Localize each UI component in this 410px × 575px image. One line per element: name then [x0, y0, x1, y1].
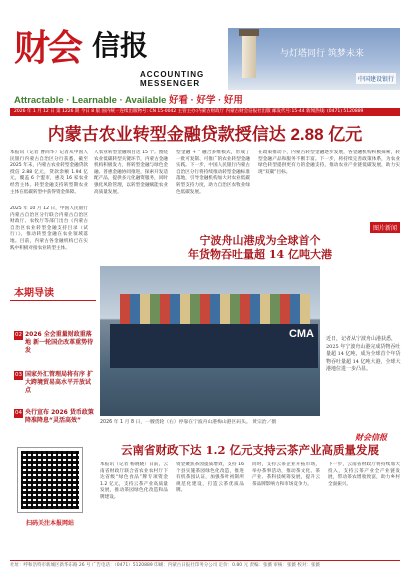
photo-news-tag: 图片新闻	[370, 222, 400, 233]
main-article-col1: 本报讯（记者 曹尚华）记者从中国人民银行内蒙古自治区分行获悉，截至 2025 年末，内蒙古农业转型金融贷款授信 2.88 亿元，贷款余额 1.94 亿元，覆盖 6 个盟市，惠及 16 家农业经营主体。转型金融支持转型期农业主体在低碳转型中获得资金保障。	[10, 150, 88, 195]
guide-box	[10, 300, 96, 440]
guide-item-text: 央行宣布 2026 货币政策 降准降息“灵活高效”	[25, 409, 94, 424]
main-article-col5: 在政策推动下，内蒙古转型金融逐步发展，各金融机构积极探索，转型金融产品和服务不断丰富。下一步，将持续完善政策体系，为农业绿色转型提供更有力的金融支持，推动农业产业链低碳发展，助力实现“双碳”目标。	[258, 150, 400, 175]
main-article-col4: 型金融 + ” 融合多维模式，形成了一批可复制、可推广的农业转型金融实践。下一步，中国人民银行内蒙古自治区分行将持续推动转型金融标准落地，引导金融机构加大对农业低碳转型支持力度，助力自治区农牧业绿色低碳发展。	[176, 150, 250, 195]
guide-title: 本期导读	[14, 288, 54, 299]
lighthouse-icon	[242, 34, 256, 78]
cargo-ship-icon	[110, 324, 318, 368]
second-article-col4: 下一步，云南省财政厅将持续加大投入，支持云茶产业全产业链发展，带动茶农增收致富，助力乡村全面振兴。	[328, 462, 400, 487]
guide-item-num: 04	[15, 410, 22, 416]
tagline-en: Attractable · Learnable · Available	[14, 95, 167, 106]
main-article-col2: 2025 年 10 月 12 日，中国人民银行内蒙古自治区分行联合内蒙古自治区财政厅、农牧厅等部门出台《内蒙古自治区农业转型金融支持目录（试行）》，推动转型金融在农业领域落地。目前，内蒙古各金融机构已在实践中积极对接农业转型主体。	[10, 206, 88, 251]
ship-text: CMA	[288, 328, 314, 340]
guide-item[interactable]	[14, 371, 94, 394]
photo-title	[140, 234, 380, 262]
bank-banner	[228, 28, 400, 90]
main-headline: 内蒙古农业转型金融贷款授信达 2.88 亿元	[47, 125, 363, 144]
tagline	[14, 95, 243, 107]
photo-side-note: 近日，记者从宁波舟山港获悉，2025 年宁波舟山港完成货物吞吐量超 14 亿吨，成为全球首个年货物吞吐量超 14 亿吨大港，全球大港地位进一步凸显。	[326, 336, 401, 372]
guide-item-num: 02	[15, 332, 22, 338]
port-photo	[100, 266, 320, 416]
banner-slogan: 与灯塔同行 筑梦未来	[280, 49, 364, 59]
section-logo: 财会信报	[355, 433, 387, 442]
footer: 社址：呼和浩特市新城区新华东路 26 号 广告电话：（0471）5120889 印刷：内蒙古日报社印务分公司 定价：0.80 元 责编：张薇 审核：张薇 校对：张薇	[10, 560, 400, 570]
masthead-logo-main: 财会	[14, 27, 81, 69]
main-article-col3: 人农业转型金融项目达 15 个。围绕农业低碳转型关键环节，内蒙古金融机构积极发力，将转型金融与绿色金融、普惠金融协同推进，探索开发适配产品，提供多元化融资服务，同时强化风险管理，以转型金融赋能农业高质量发展。	[94, 150, 168, 195]
qr-label: 扫码关注本报网站	[25, 520, 74, 527]
guide-item-text: 2026 全会重量财政重落地 新一轮国企改革重势待发	[25, 331, 94, 354]
masthead-logo-en	[140, 70, 204, 88]
masthead-logo-xin: 信报	[92, 29, 149, 62]
issue-bar: 2026 年 1 月 12 日 第 1226 期 今日 8 版 国内统一连续出版物号: CN 15-0042 主管主办:内蒙古财政厅 内蒙古财会信报社出版 邮发代号:15-44 新闻热线: (0471) 5120889	[10, 108, 400, 116]
second-headline: 云南省财政下达 1.2 亿元支持云茶产业高质量发展	[120, 443, 379, 457]
qr-code-icon[interactable]	[18, 448, 82, 512]
second-article-col3: 同时，支持云茶企业开拓市场，举办茶事活动，推动茶文化、茶产业、茶科技统筹发展，提升云茶品牌影响力和市场竞争力。	[252, 462, 320, 487]
photo-title-line1: 宁波舟山港成为全球首个	[199, 234, 321, 247]
logo-en-line1: ACCOUNTING	[140, 70, 205, 79]
logo-en-line2: MESSENGER	[140, 79, 201, 88]
tagline-cn: 好看 · 好学 · 好用	[169, 95, 243, 106]
photo-title-line2: 年货物吞吐量超 14 亿吨大港	[188, 248, 332, 261]
second-article-col1: 本报讯（记者 杨晓晓）日前，云南省财政厅联合省农业农村厅下达省级“绿色食品”牌专项资金 1.2 亿元，支持云茶产业高质量发展，推动茶园绿色化改造和品牌建设。	[100, 462, 168, 500]
photo-caption: 2026 年 1 月 8 日，一艘货轮（右）停靠在宁波舟山港梅山港区码头。 黄宗治／摄	[100, 420, 277, 425]
guide-item[interactable]	[14, 409, 94, 429]
second-article-col2: 资金聚焦茶园提质增效，支持 16 个县实施茶园绿色化改造，推进有机茶园认证，加强茶叶初制所规范化建设，打造云茶优质品牌。	[176, 462, 244, 494]
guide-item-text: 国家外汇管理局将有序 扩大跨境贸易高水平开放试点	[25, 371, 94, 394]
bank-logo: 中国建设银行	[356, 73, 396, 84]
guide-item-num: 03	[15, 372, 22, 378]
guide-item[interactable]	[14, 331, 94, 354]
